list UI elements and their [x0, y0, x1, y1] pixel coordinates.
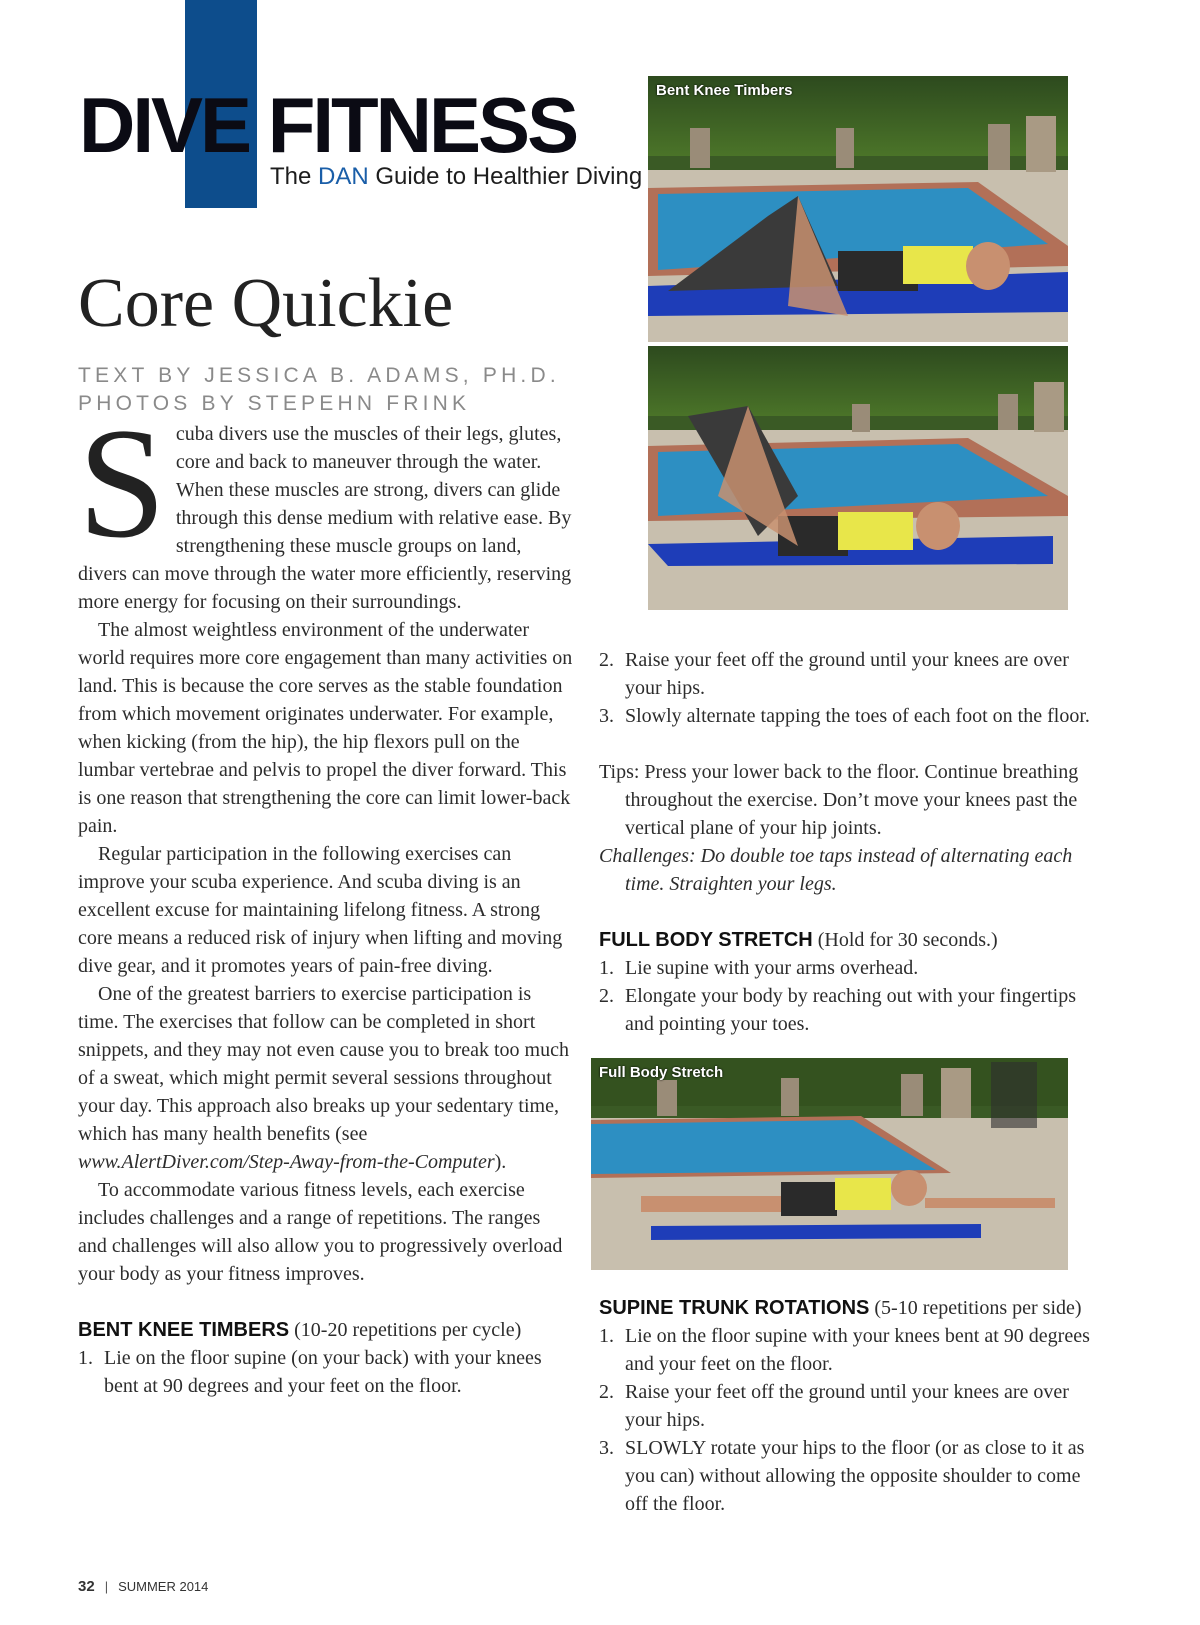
- list-item: 2. Raise your feet off the ground until your knees are over your hips.: [599, 1381, 1069, 1431]
- bent-knee-steps-start: [78, 1344, 574, 1400]
- full-body-steps: [599, 954, 1093, 1038]
- full-body-caption: Full Body Stretch: [599, 1064, 724, 1081]
- bent-knee-heading: BENT KNEE TIMBERS (10-20 repetitions per cycle): [78, 1319, 522, 1341]
- list-item: 1. Lie on the floor supine with your knees bent at 90 degrees and your feet on the floor.: [599, 1325, 1090, 1375]
- full-body-photo-image: [591, 1058, 1068, 1270]
- full-body-heading: FULL BODY STRETCH (Hold for 30 seconds.): [599, 929, 998, 951]
- list-item: 3. Slowly alternate tapping the toes of each foot on the floor.: [599, 705, 1090, 727]
- bent-knee-tips: Tips: Press your lower back to the floor. Continue breathing throughout the exercise. Don’t move your knees past the vertical plane of your hip joints.: [599, 761, 1079, 839]
- list-item: 2. Raise your feet off the ground until your knees are over your hips.: [599, 649, 1069, 699]
- paragraph-core: The almost weightless environment of the underwater world requires more core engagement than many activities on land. This is because the core serves as the stable foundation from which movement originates underwater. For example, when kicking (from the hip), the hip flexors pull on the lumbar vertebrae and pelvis to propel the diver forward. This is one reason that strengthening the core can limit lower-back pain.: [78, 619, 573, 837]
- supine-heading: SUPINE TRUNK ROTATIONS (5-10 repetitions per side): [599, 1297, 1082, 1319]
- supine-steps: [599, 1322, 1093, 1518]
- paragraph-levels: To accommodate various fitness levels, each exercise includes challenges and a range of repetitions. The ranges and challenges will also allow you to progressively overload your body as your fitness improves.: [78, 1179, 563, 1285]
- subtitle-pre: The: [270, 163, 319, 190]
- right-column: [599, 646, 1093, 1038]
- bent-knee-challenges: Challenges: Do double toe taps instead of alternating each time. Straighten your legs.: [599, 845, 1073, 895]
- byline-photographer: PHOTOS BY STEPEHN FRINK: [78, 392, 471, 415]
- footer-separator: |: [104, 1579, 109, 1594]
- list-item: 2. Elongate your body by reaching out with your fingertips and pointing your toes.: [599, 985, 1077, 1035]
- page-number: 32: [78, 1578, 95, 1595]
- masthead-subtitle: [270, 162, 642, 192]
- bent-knee-steps: [599, 646, 1093, 730]
- subtitle-brand: DAN: [318, 163, 369, 190]
- list-item: 1. Lie supine with your arms overhead.: [599, 957, 919, 979]
- masthead-title: DIVE FITNESS: [79, 81, 577, 169]
- paragraph-participation: Regular participation in the following exercises can improve your scuba experience. And scuba diving is an excellent excuse for maintaining lifelong fitness. A strong core means a reduced risk of injury when lifting and moving dive gear, and it promotes years of pain-free diving.: [78, 843, 563, 977]
- list-item: 1. Lie on the floor supine (on your back) with your knees bent at 90 degrees and your feet on the floor.: [78, 1347, 542, 1397]
- byline-author: TEXT BY JESSICA B. ADAMS, PH.D.: [78, 364, 560, 387]
- drop-cap: S: [78, 396, 166, 571]
- page-footer: [78, 1578, 208, 1595]
- bent-knee-caption: Bent Knee Timbers: [656, 82, 793, 99]
- right-column-lower: [599, 1294, 1093, 1518]
- paragraph-time: One of the greatest barriers to exercise participation is time. The exercises that follow can be completed in short snippets, and they may not even cause you to break too much of a sweat, which might permit several sessions throughout your day. This approach also breaks up your sedentary time, which has many health benefits (see www.AlertDiver.com/Step-Away-from-the-Computer).: [78, 983, 569, 1173]
- article-title: Core Quickie: [78, 265, 454, 342]
- subtitle-post: Guide to Healthier Diving: [368, 163, 643, 190]
- issue-label: SUMMER 2014: [118, 1579, 209, 1594]
- bent-knee-photo: [648, 76, 1068, 610]
- full-body-photo: [591, 1058, 1068, 1270]
- article-link[interactable]: www.AlertDiver.com/Step-Away-from-the-Computer: [78, 1151, 495, 1173]
- list-item: 3. SLOWLY rotate your hips to the floor (or as close to it as you can) without allowing the opposite shoulder to come off the floor.: [599, 1437, 1085, 1515]
- bent-knee-photo-image: [648, 76, 1068, 610]
- intro-paragraph: Scuba divers use the muscles of their legs, glutes, core and back to maneuver through the water. When these muscles are strong, divers can glide through this dense medium with relative ease. By strengthening these muscle groups on land, divers can move through the water more efficiently, reserving more energy for focusing on their surroundings.: [78, 396, 572, 613]
